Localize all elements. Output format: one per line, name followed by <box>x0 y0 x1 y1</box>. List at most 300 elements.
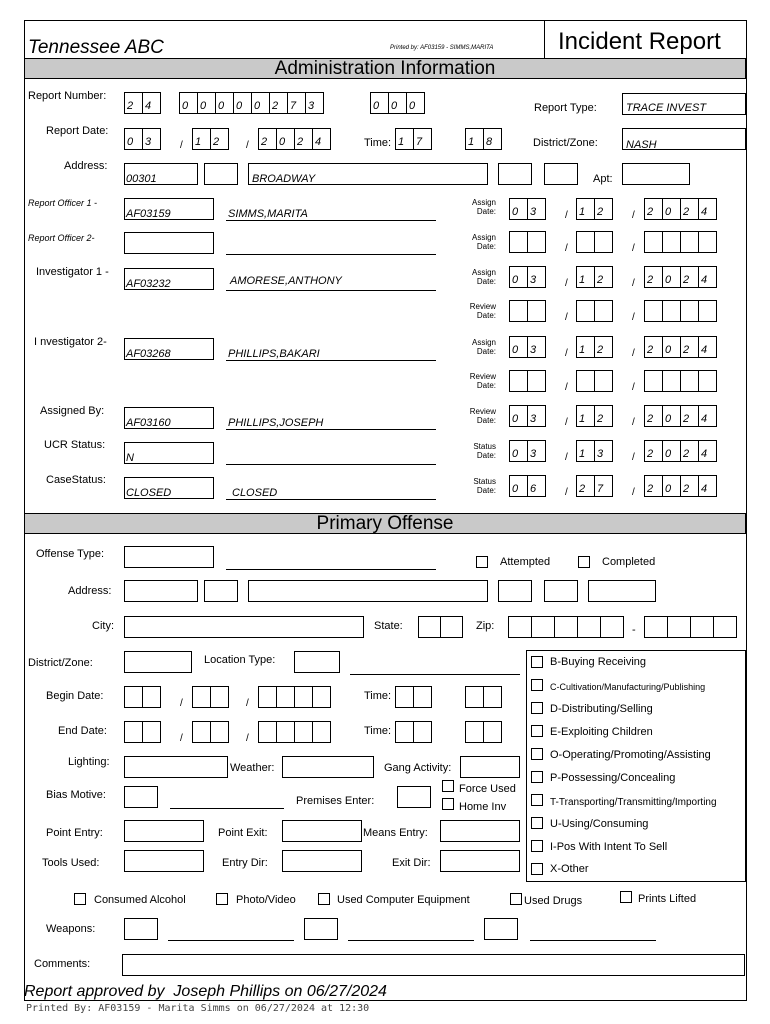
activity-label: E-Exploiting Children <box>550 726 653 738</box>
officer1-label: Report Officer 1 - <box>28 198 98 208</box>
digit: 2 <box>681 337 699 357</box>
digit <box>277 687 295 707</box>
consumed-alcohol-checkbox[interactable] <box>74 893 86 905</box>
digit <box>595 371 613 391</box>
location-type-field[interactable] <box>294 651 340 673</box>
case-status-date-yyyy[interactable] <box>644 475 717 497</box>
digit: 0 <box>663 441 681 461</box>
slash: / <box>565 312 568 323</box>
end-date-yyyy[interactable] <box>258 721 331 743</box>
digit: 0 <box>216 93 234 113</box>
printed-footer: Printed By: AF03159 - Marita Simms on 06/27/2024 at 12:30 <box>26 1003 370 1014</box>
address-suffix-field[interactable] <box>544 163 578 185</box>
premises-enter-field[interactable] <box>397 786 431 808</box>
digit: 0 <box>663 199 681 219</box>
state-field[interactable] <box>418 616 463 638</box>
used-computer-equipment-label: Used Computer Equipment <box>337 894 470 906</box>
digit <box>691 617 714 637</box>
report-number-part1[interactable] <box>124 92 161 114</box>
slash: / <box>632 487 635 498</box>
weapon2-field[interactable] <box>304 918 338 940</box>
investigator1-id-value: AF03232 <box>126 278 171 290</box>
apt-field[interactable] <box>622 163 690 185</box>
digit: 0 <box>510 337 528 357</box>
activity-checkbox[interactable] <box>531 725 543 737</box>
report-date-yyyy[interactable] <box>258 128 331 150</box>
assign-date-label: Assign Date: <box>471 338 496 356</box>
slash: / <box>565 348 568 359</box>
digit: 2 <box>270 93 288 113</box>
investigator2-assign-yyyy[interactable] <box>644 336 717 358</box>
apt-label: Apt: <box>593 173 613 185</box>
digit: 0 <box>663 406 681 426</box>
officer1-assign-mm[interactable] <box>509 198 546 220</box>
digit: 2 <box>645 199 663 219</box>
digit <box>509 617 532 637</box>
digit: 3 <box>143 129 161 149</box>
digit: 2 <box>295 129 313 149</box>
force-used-label: Force Used <box>459 783 516 795</box>
digit <box>699 371 717 391</box>
officer1-assign-dd[interactable] <box>576 198 613 220</box>
officer1-assign-yyyy[interactable] <box>644 198 717 220</box>
digit: 1 <box>466 129 484 149</box>
point-exit-field[interactable] <box>282 820 362 842</box>
digit <box>595 301 613 321</box>
digit: 4 <box>143 93 161 113</box>
investigator1-assign-mm[interactable] <box>509 266 546 288</box>
section-admin-header: Administration Information <box>24 58 746 79</box>
investigator1-review-mm[interactable] <box>509 300 546 322</box>
activity-label: U-Using/Consuming <box>550 818 649 830</box>
digit: 0 <box>389 93 407 113</box>
time-mm[interactable] <box>465 128 502 150</box>
offense-address-direction-field[interactable] <box>204 580 238 602</box>
bias-motive-field[interactable] <box>124 786 158 808</box>
slash: / <box>632 348 635 359</box>
digit <box>510 301 528 321</box>
slash: / <box>565 382 568 393</box>
digit <box>663 232 681 252</box>
gang-activity-field[interactable] <box>460 756 520 778</box>
address-label: Address: <box>64 160 108 172</box>
activity-checkbox[interactable] <box>531 863 543 875</box>
begin-time-mm[interactable] <box>465 686 502 708</box>
offense-type-field[interactable] <box>124 546 214 568</box>
offense-district-label: District/Zone: <box>28 657 93 669</box>
digit: 4 <box>699 199 717 219</box>
investigator1-assign-dd[interactable] <box>576 266 613 288</box>
digit <box>578 617 601 637</box>
force-used-checkbox[interactable] <box>442 780 454 792</box>
review-date-label: Review Date: <box>469 372 496 390</box>
digit: 0 <box>371 93 389 113</box>
digit <box>295 722 313 742</box>
digit: 1 <box>577 406 595 426</box>
activity-label: X-Other <box>550 863 589 875</box>
offense-type-line <box>226 569 436 570</box>
weapon1-line <box>168 940 294 941</box>
digit <box>699 301 717 321</box>
digit: 2 <box>645 406 663 426</box>
begin-date-yyyy[interactable] <box>258 686 331 708</box>
ucr-status-field[interactable] <box>124 442 214 464</box>
digit <box>668 617 691 637</box>
digit: 3 <box>528 441 546 461</box>
comments-field[interactable] <box>122 954 745 976</box>
digit <box>681 301 699 321</box>
officer2-assign-yyyy[interactable] <box>644 231 717 253</box>
location-type-label: Location Type: <box>204 654 276 666</box>
lighting-label: Lighting: <box>68 756 110 768</box>
assigned-by-label: Assigned By: <box>40 405 105 417</box>
case-status-date-dd[interactable] <box>576 475 613 497</box>
activity-label: P-Possessing/Concealing <box>550 772 676 784</box>
ucr-status-date-yyyy[interactable] <box>644 440 717 462</box>
digit: 2 <box>595 199 613 219</box>
digit <box>528 301 546 321</box>
activity-checkbox[interactable] <box>531 679 543 691</box>
digit: 0 <box>663 476 681 496</box>
home-inv-checkbox[interactable] <box>442 798 454 810</box>
slash: / <box>632 312 635 323</box>
investigator1-review-yyyy[interactable] <box>644 300 717 322</box>
weapons-label: Weapons: <box>46 923 96 935</box>
premises-enter-label: Premises Enter: <box>296 795 375 807</box>
district-label: District/Zone: <box>533 137 598 149</box>
used-drugs-checkbox[interactable] <box>510 893 522 905</box>
point-entry-field[interactable] <box>124 820 204 842</box>
city-label: City: <box>92 620 114 632</box>
investigator2-assign-mm[interactable] <box>509 336 546 358</box>
activity-checkbox[interactable] <box>531 817 543 829</box>
digit <box>528 232 546 252</box>
digit: 0 <box>510 441 528 461</box>
time-label: Time: <box>364 137 392 149</box>
report-type-label: Report Type: <box>534 102 597 114</box>
used-drugs-label: Used Drugs <box>524 895 583 907</box>
district-value: NASH <box>626 139 657 151</box>
activity-checkbox[interactable] <box>531 702 543 714</box>
ucr-status-date-dd[interactable] <box>576 440 613 462</box>
offense-apt-field[interactable] <box>588 580 656 602</box>
slash: / <box>632 417 635 428</box>
digit <box>681 232 699 252</box>
digit <box>396 687 414 707</box>
digit <box>484 687 502 707</box>
begin-time-hh[interactable] <box>395 686 432 708</box>
point-entry-label: Point Entry: <box>46 827 103 839</box>
assigned-by-review-dd[interactable] <box>576 405 613 427</box>
digit: 1 <box>577 337 595 357</box>
address-direction-field[interactable] <box>204 163 238 185</box>
digit: 2 <box>681 476 699 496</box>
digit: 2 <box>645 476 663 496</box>
digit: 2 <box>595 406 613 426</box>
end-date-label: End Date: <box>58 725 107 737</box>
means-entry-field[interactable] <box>440 820 520 842</box>
officer2-assign-dd[interactable] <box>576 231 613 253</box>
officer2-id-field[interactable] <box>124 232 214 254</box>
prints-lifted-label: Prints Lifted <box>638 893 697 905</box>
digit <box>441 617 463 637</box>
bias-motive-line <box>170 808 284 809</box>
end-time-label: Time: <box>364 725 392 737</box>
investigator2-id-value: AF03268 <box>126 348 171 360</box>
offense-district-field[interactable] <box>124 651 192 673</box>
activity-label: I-Pos With Intent To Sell <box>550 841 668 853</box>
digit <box>601 617 624 637</box>
digit: 1 <box>396 129 414 149</box>
photo-video-checkbox[interactable] <box>216 893 228 905</box>
end-date-mm[interactable] <box>124 721 161 743</box>
officer2-assign-mm[interactable] <box>509 231 546 253</box>
digit: 3 <box>528 199 546 219</box>
digit: 3 <box>528 337 546 357</box>
slash: / <box>180 733 183 744</box>
digit: 0 <box>510 267 528 287</box>
section-offense-header: Primary Offense <box>24 513 746 534</box>
begin-date-mm[interactable] <box>124 686 161 708</box>
digit <box>663 371 681 391</box>
digit: 7 <box>595 476 613 496</box>
exit-dir-label: Exit Dir: <box>392 857 431 869</box>
digit: 4 <box>699 267 717 287</box>
digit <box>313 722 331 742</box>
digit <box>663 301 681 321</box>
slash: / <box>565 417 568 428</box>
digit <box>193 722 211 742</box>
digit: 3 <box>528 406 546 426</box>
slash: / <box>632 243 635 254</box>
slash: / <box>565 278 568 289</box>
offense-address-street-field[interactable] <box>248 580 488 602</box>
digit: 4 <box>699 406 717 426</box>
activity-checkbox[interactable] <box>531 748 543 760</box>
state-label: State: <box>374 620 403 632</box>
activity-label: C-Cultivation/Manufacturing/Publishing <box>550 682 706 692</box>
end-time-hh[interactable] <box>395 721 432 743</box>
activity-checkbox[interactable] <box>531 840 543 852</box>
completed-checkbox[interactable] <box>578 556 590 568</box>
report-type-value: TRACE INVEST <box>626 102 707 114</box>
slash: / <box>632 210 635 221</box>
address-number-value: 00301 <box>126 173 157 185</box>
assign-date-label: Assign Date: <box>471 233 496 251</box>
gang-activity-label: Gang Activity: <box>384 762 452 774</box>
digit: 2 <box>681 267 699 287</box>
digit <box>645 617 668 637</box>
exit-dir-field[interactable] <box>440 850 520 872</box>
activity-label: D-Distributing/Selling <box>550 703 653 715</box>
point-exit-label: Point Exit: <box>218 827 268 839</box>
digit: 2 <box>211 129 229 149</box>
activity-checkbox[interactable] <box>531 794 543 806</box>
offense-address-number-field[interactable] <box>124 580 198 602</box>
slash: / <box>246 140 249 151</box>
weapon3-field[interactable] <box>484 918 518 940</box>
digit: 4 <box>699 337 717 357</box>
digit: 2 <box>645 267 663 287</box>
report-number-label: Report Number: <box>28 90 107 102</box>
zip-field[interactable] <box>508 616 624 638</box>
digit <box>143 722 161 742</box>
digit <box>555 617 578 637</box>
digit <box>419 617 441 637</box>
digit: 0 <box>663 337 681 357</box>
offense-address-suffix-field[interactable] <box>544 580 578 602</box>
attempted-checkbox[interactable] <box>476 556 488 568</box>
investigator1-name-line <box>226 290 436 291</box>
location-type-line <box>350 674 520 675</box>
lighting-field[interactable] <box>124 756 228 778</box>
slash: / <box>632 278 635 289</box>
investigator2-assign-dd[interactable] <box>576 336 613 358</box>
address-street-value: BROADWAY <box>252 173 316 185</box>
digit: 2 <box>577 476 595 496</box>
ucr-status-line <box>226 464 436 465</box>
activity-checkbox[interactable] <box>531 656 543 668</box>
digit: 2 <box>645 441 663 461</box>
investigator2-review-yyyy[interactable] <box>644 370 717 392</box>
slash: / <box>565 487 568 498</box>
investigator1-assign-yyyy[interactable] <box>644 266 717 288</box>
end-date-dd[interactable] <box>192 721 229 743</box>
ucr-status-label: UCR Status: <box>44 439 106 451</box>
time-hh[interactable] <box>395 128 432 150</box>
investigator2-review-mm[interactable] <box>509 370 546 392</box>
weapon3-line <box>530 940 656 941</box>
zip-plus4-field[interactable] <box>644 616 737 638</box>
status-date-label: Status Date: <box>473 477 496 495</box>
digit: 2 <box>259 129 277 149</box>
digit: 0 <box>510 406 528 426</box>
digit: 0 <box>180 93 198 113</box>
report-number-part2[interactable] <box>179 92 324 114</box>
case-status-date-mm[interactable] <box>509 475 546 497</box>
digit: 2 <box>681 406 699 426</box>
digit <box>259 687 277 707</box>
officer1-name-value: SIMMS,MARITA <box>228 208 308 220</box>
slash: / <box>565 210 568 221</box>
digit <box>125 722 143 742</box>
digit <box>532 617 555 637</box>
digit: 0 <box>252 93 270 113</box>
offense-address-label: Address: <box>68 585 112 597</box>
status-date-label: Status Date: <box>473 442 496 460</box>
assigned-by-name-value: PHILLIPS,JOSEPH <box>228 417 324 429</box>
digit <box>577 371 595 391</box>
case-status-value2: CLOSED <box>232 487 278 499</box>
photo-video-label: Photo/Video <box>236 894 296 906</box>
begin-date-dd[interactable] <box>192 686 229 708</box>
digit <box>714 617 737 637</box>
means-entry-label: Means Entry: <box>363 827 428 839</box>
digit <box>125 687 143 707</box>
begin-time-label: Time: <box>364 690 392 702</box>
offense-type-label: Offense Type: <box>36 548 105 560</box>
assigned-by-review-yyyy[interactable] <box>644 405 717 427</box>
weather-field[interactable] <box>282 756 374 778</box>
digit <box>193 687 211 707</box>
digit: 2 <box>595 337 613 357</box>
investigator1-name-value: AMORESE,ANTHONY <box>230 275 342 287</box>
digit <box>528 371 546 391</box>
report-date-mm[interactable] <box>124 128 161 150</box>
city-field[interactable] <box>124 616 364 638</box>
activity-label: T-Transporting/Transmitting/Importing <box>550 797 717 808</box>
investigator2-review-dd[interactable] <box>576 370 613 392</box>
digit <box>295 687 313 707</box>
address-type-field[interactable] <box>498 163 532 185</box>
report-number-part3[interactable] <box>370 92 425 114</box>
case-status-value: CLOSED <box>126 487 172 499</box>
activity-checkbox[interactable] <box>531 771 543 783</box>
investigator2-name-value: PHILLIPS,BAKARI <box>228 348 320 360</box>
offense-address-type-field[interactable] <box>498 580 532 602</box>
digit: 2 <box>595 267 613 287</box>
ucr-status-date-mm[interactable] <box>509 440 546 462</box>
investigator1-review-dd[interactable] <box>576 300 613 322</box>
entry-dir-label: Entry Dir: <box>222 857 268 869</box>
digit <box>577 232 595 252</box>
slash: / <box>632 382 635 393</box>
slash: / <box>632 452 635 463</box>
digit <box>466 722 484 742</box>
org-name: Tennessee ABC <box>28 37 164 58</box>
entry-dir-field[interactable] <box>282 850 362 872</box>
digit: 2 <box>681 441 699 461</box>
case-status-label: CaseStatus: <box>46 474 106 486</box>
used-computer-equipment-checkbox[interactable] <box>318 893 330 905</box>
review-date-label: Review Date: <box>469 302 496 320</box>
digit <box>699 232 717 252</box>
attempted-label: Attempted <box>500 556 551 568</box>
weapon2-line <box>348 940 474 941</box>
officer1-id-value: AF03159 <box>126 208 171 220</box>
digit: 3 <box>306 93 324 113</box>
approved-line: Report approved by Joseph Phillips on 06/27/2024 <box>24 983 387 1000</box>
assign-date-label: Assign Date: <box>471 198 496 216</box>
digit <box>143 687 161 707</box>
digit <box>645 371 663 391</box>
digit: 6 <box>528 476 546 496</box>
digit <box>681 371 699 391</box>
digit <box>577 301 595 321</box>
prints-lifted-checkbox[interactable] <box>620 891 632 903</box>
digit: 4 <box>699 476 717 496</box>
tools-used-field[interactable] <box>124 850 204 872</box>
report-date-dd[interactable] <box>192 128 229 150</box>
digit <box>211 687 229 707</box>
slash: / <box>180 698 183 709</box>
assigned-by-review-mm[interactable] <box>509 405 546 427</box>
report-date-label: Report Date: <box>46 125 109 137</box>
end-time-mm[interactable] <box>465 721 502 743</box>
assigned-by-id-value: AF03160 <box>126 417 171 429</box>
digit: 7 <box>414 129 432 149</box>
digit <box>313 687 331 707</box>
digit: 0 <box>663 267 681 287</box>
digit: 1 <box>577 441 595 461</box>
slash: / <box>246 733 249 744</box>
weapon1-field[interactable] <box>124 918 158 940</box>
consumed-alcohol-label: Consumed Alcohol <box>94 894 186 906</box>
activity-label: B-Buying Receiving <box>550 656 646 668</box>
digit <box>645 232 663 252</box>
investigator1-label: Investigator 1 - <box>36 266 109 278</box>
zip-dash: - <box>632 624 636 636</box>
